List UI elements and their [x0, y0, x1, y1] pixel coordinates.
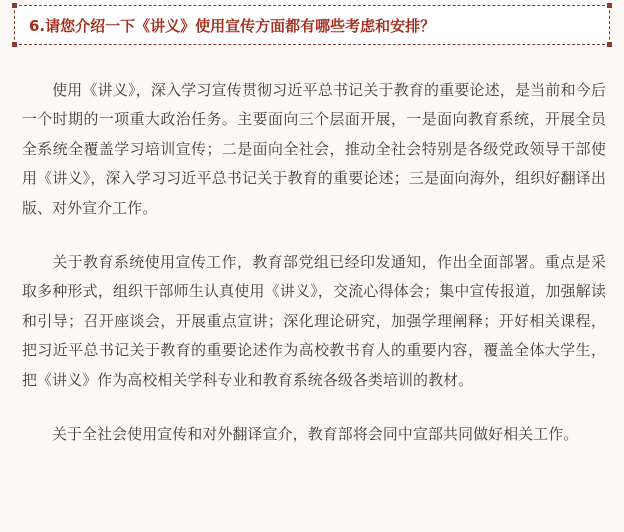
question-header-box [14, 5, 610, 45]
paragraph-text: 关于全社会使用宣传和对外翻译宣介，教育部将会同中宣部共同做好相关工作。 [52, 425, 579, 444]
answer-paragraph [22, 248, 606, 395]
corner-decoration [12, 42, 17, 47]
corner-decoration [607, 3, 612, 8]
paragraph-text: 关于教育系统使用宣传工作，教育部党组已经印发通知，作出全面部署。重点是采取多种形式，组织干部师生认真使用《讲义》，交流心得体会；集中宣传报道，加强解读和引导；召开座谈会，开展重点宣讲；深化理论研究，加强学理阐释；开好相关课程，把习近平总书记关于教育的重要论述作为高校教书育人的重要内容，覆盖全体大学生，把《讲义》作为高校相关学科专业和教育系统各级各类培训的教材。 [22, 253, 606, 389]
paragraph-text: 使用《讲义》，深入学习宣传贯彻习近平总书记关于教育的重要论述，是当前和今后一个时期的一项重大政治任务。主要面向三个层面开展，一是面向教育系统，开展全员全系统全覆盖学习培训宣传；二是面向全社会，推动全社会特别是各级党政领导干部使用《讲义》，深入学习习近平总书记关于教育的重要论述；三是面向海外，组织好翻译出版、对外宣介工作。 [22, 81, 606, 217]
answer-paragraph [22, 420, 606, 449]
corner-decoration [12, 3, 17, 8]
question-title: 6.请您介绍一下《讲义》使用宣传方面都有哪些考虑和安排？ [29, 17, 436, 35]
answer-paragraph [22, 76, 606, 223]
corner-decoration [607, 42, 612, 47]
answer-body [22, 76, 606, 449]
